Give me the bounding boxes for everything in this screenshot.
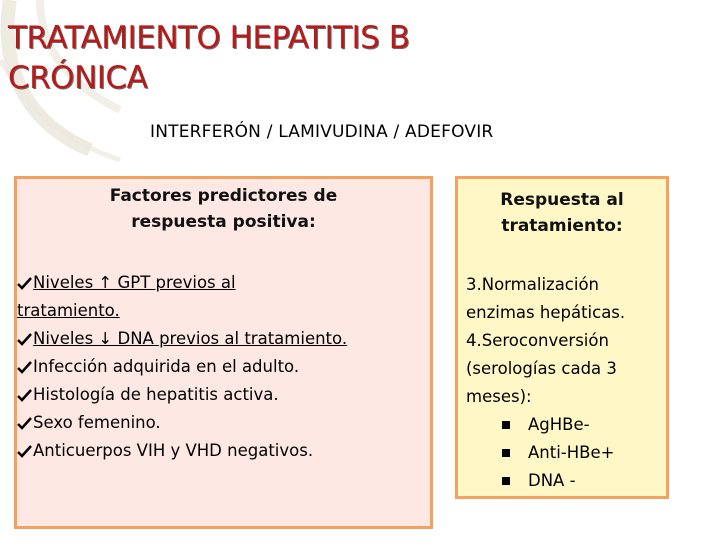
title-line-2: CRÓNICA — [8, 60, 148, 96]
predictors-box — [14, 176, 433, 529]
title-line-1: TRATAMIENTO HEPATITIS B — [8, 20, 410, 56]
square-bullet-icon — [502, 477, 510, 485]
item-text: Anticuerpos VIH y VHD negativos. — [33, 441, 314, 460]
checkmark-icon — [17, 417, 32, 430]
response-line: enzimas hepáticas. — [466, 303, 626, 322]
item-text-line-1: Niveles ↑ GPT previos al — [33, 273, 236, 292]
checkmark-icon — [17, 277, 32, 290]
item-text: Infección adquirida en el adulto. — [33, 357, 300, 376]
slide-title — [8, 18, 568, 98]
response-box — [455, 176, 669, 499]
item-text-line-2: tratamiento. — [17, 301, 120, 320]
response-heading-line-1: Respuesta al — [500, 190, 624, 210]
item-text: Sexo femenino. — [33, 413, 161, 432]
list-item — [17, 353, 435, 381]
response-heading-line-2: tratamiento: — [501, 216, 623, 236]
square-bullet-icon — [502, 449, 510, 457]
marker-text: Anti-HBe+ — [528, 443, 615, 462]
list-item — [466, 439, 666, 467]
list-item — [17, 437, 435, 465]
predictors-heading — [17, 183, 430, 235]
list-item — [17, 409, 435, 437]
item-text: Histología de hepatitis activa. — [33, 385, 279, 404]
item-text: Niveles ↓ DNA previos al tratamiento. — [33, 329, 348, 348]
marker-text: DNA - — [528, 471, 576, 490]
list-item — [466, 411, 666, 439]
response-line: 4.Seroconversión — [466, 331, 609, 350]
predictors-list — [17, 269, 435, 465]
response-line: 3.Normalización — [466, 275, 600, 294]
checkmark-icon — [17, 389, 32, 402]
square-bullet-icon — [502, 421, 510, 429]
checkmark-icon — [17, 361, 32, 374]
list-item — [466, 467, 666, 495]
list-item — [17, 269, 435, 325]
response-body — [466, 271, 666, 495]
list-item — [17, 381, 435, 409]
predictors-heading-line-2: respuesta positiva: — [131, 212, 316, 232]
list-item — [17, 325, 435, 353]
checkmark-icon — [17, 333, 32, 346]
drug-subtitle: INTERFERÓN / LAMIVUDINA / ADEFOVIR — [150, 122, 494, 142]
response-heading — [458, 187, 666, 239]
checkmark-icon — [17, 445, 32, 458]
marker-list — [466, 411, 666, 495]
response-line: meses): — [466, 387, 532, 406]
predictors-heading-line-1: Factores predictores de — [109, 186, 338, 206]
marker-text: AgHBe- — [528, 415, 590, 434]
response-line: (serologías cada 3 — [466, 359, 617, 378]
